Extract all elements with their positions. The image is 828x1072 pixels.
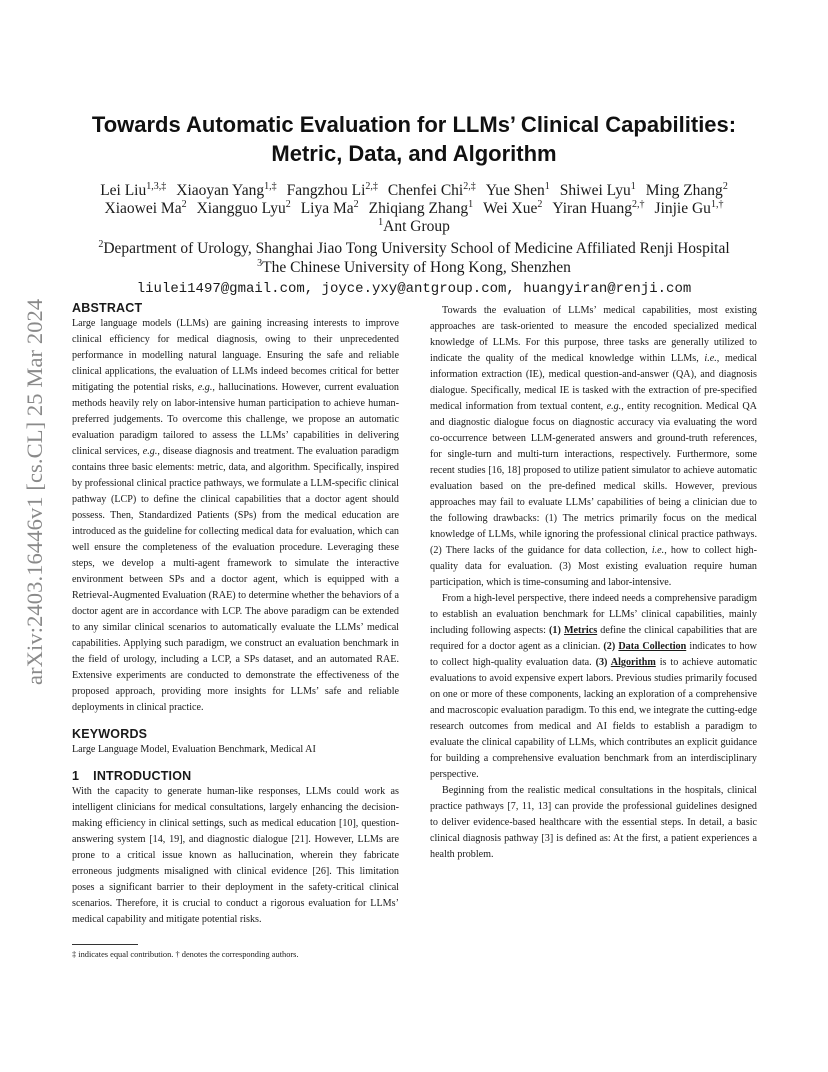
author-name: Fangzhou $Li^{2,\ddagger}$ [286, 181, 378, 199]
author-name: Yue Shen$^1$ [485, 181, 550, 199]
intro-paragraph-4: Beginning from the realistic medical consultations in the hospitals, clinical practice pathways [7, 11, 13] can provide the professional guidelines designed to deliver evidence-based healthcare with the essential steps. In detail, a basic clinical diagnosis pathway [3] is defined as: At the first, a patient experiences a health problem. [430, 785, 757, 860]
arxiv-id-text: arXiv:2403.16446v1 [cs.CL] 25 Mar 2024 [22, 298, 47, 685]
intro-paragraph-2: Towards the evaluation of LLMs’ medical capabilities, most existing approaches are task-oriented to measure the encoded specialized medical knowledge of LLMs. For this purpose, three tasks are generally utilized to indicate the quality of the medical knowledge within LLMs, i.e., medical information extraction (IE), medical question-and-answer (QA), and diagnosis dialogue. Specifically, medical IE is tasked with the extraction of pre-specified medical information from textual content, e.g., entity recognition. Medical QA and diagnostic dialogue focus on diagnostic accuracy via evaluating the word co-occurrence between LLM-generated answers and ground-truth references, for single-turn and multi-turn interactions, respectively. Furthermore, some recent studies [16, 18] proposed to utilize patient simulator to achieve automatic evaluation based on the pre-defined medical skills. However, previous approaches may fail to evaluate LLMs’ capabilities of being a clinician due to the following drawbacks: (1) The metrics primarily focus on the medical knowledge of LLMs, while ignoring the professional clinical practice pathways. (2) There lacks of the guidance for data collection, i.e., how to collect high-quality data for evaluation. (3) Most existing evaluation require human participation, which is time-consuming and labor-intensive. [430, 305, 758, 588]
author-list-row-2 [60, 200, 768, 218]
author-name: Lei Liu$^{1,3,\ddagger}$ [100, 181, 167, 199]
author-name: Xiangguo Lyu$^2$ [196, 199, 291, 217]
footnote-divider [72, 944, 138, 945]
author-name: Chenfei Chi$^{2,\ddagger}$ [387, 181, 476, 199]
data-collection-term: Data Collection [618, 641, 687, 652]
paper-title-line-1: Towards Automatic Evaluation for LLMs’ Clinical Capabilities: [91, 112, 737, 137]
author-name: Xiaoyan Yang$^{1,\ddagger}$ [176, 181, 277, 199]
affiliation-1: $^1$Ant Group [378, 217, 450, 235]
arxiv-identifier [10, 285, 50, 685]
affiliation-2: $^2$Department of Urology, Shanghai Jiao Tong University School of Medicine Affiliated Renji Hospital [98, 239, 730, 257]
intro-paragraph-1: With the capacity to generate human-like responses, LLMs could work as intelligent clinicians for medical consultations, largely enhancing the decision-making efficiency in clinical settings, such as medical education [10], question-answering system [14, 19], and diagnostic dialogue [21]. However, LLMs are prone to a critical issue known as hallucination, wherein they fabricate erroneous judgments misaligned with clinical evidence [26]. This limitation poses a significant barrier to their deployment in the safety-critical clinical scenarios. Therefore, it is crucial to conduct a rigorous evaluation for LLMs’ medical capability and mitigate potential risks. [72, 786, 399, 925]
author-emails: liulei1497@gmail.com, joyce.yxy@antgroup.com, huangyiran@renji.com [136, 281, 692, 297]
keywords-heading: KEYWORDS [72, 727, 148, 741]
left-column [72, 300, 399, 928]
author-name: Ming Zhang$^2$ [645, 181, 728, 199]
abstract-heading: ABSTRACT [72, 301, 143, 315]
algorithm-term: Algorithm [610, 657, 656, 668]
author-name: Xiaowei Ma$^2$ [104, 199, 187, 217]
author-name: Liya Ma$^2$ [300, 199, 359, 217]
title-block [60, 110, 768, 299]
author-name: Zhiqiang Zhang$^1$ [368, 199, 474, 217]
author-list-row-1 [60, 182, 768, 200]
right-column [430, 303, 757, 863]
author-name: Jinjie $Gu^{1,\dagger}$ [654, 199, 724, 217]
metrics-term: Metrics [563, 625, 598, 636]
affiliation-3: $^3$The Chinese University of Hong Kong, Shenzhen [257, 258, 571, 276]
abstract-text: Large language models (LLMs) are gaining increasing interests to improve clinical efficiency for medical diagnosis, owing to their unprecedented performance in modelling natural language. Ensuring the safe and reliable clinical applications, the evaluation of LLMs indeed becomes critical for better mitigating the potential risks, e.g., hallucinations. However, current evaluation methods heavily rely on labor-intensive human participation to achieve human-preferred judgements. To overcome this challenge, we propose an automatic evaluation paradigm tailored to assess the LLMs’ capabilities in delivering clinical services, e.g., disease diagnosis and treatment. The evaluation paradigm contains three basic elements: metric, data, and algorithm. Specifically, inspired by professional clinical practice pathways, we formulate a LLM-specific clinical pathway (LCP) to define the clinical capabilities that a doctor agent should possess. Then, Standardized Patients (SPs) from the medical education are introduced as the guideline for collecting medical data for evaluation, which can well ensure the completeness of the evaluation procedure. Leveraging these steps, we develop a multi-agent framework to simulate the interactive environment between SPs and a doctor agent, which is equipped with a Retrieval-Augmented Evaluation (RAE) to determine whether the behaviors of a doctor agent are in accordance with LCP. The above paradigm can be extended to any similar clinical scenarios to automatically evaluate the LLMs’ medical capabilities. Applying such paradigm, we construct an evaluation benchmark in the field of urology, including a LCP, a SPs dataset, and an automated RAE. Extensive experiments are conducted to demonstrate the effectiveness of the proposed approach, providing more insights for LLMs’ safe and reliable deployments in clinical practice. [72, 318, 399, 713]
author-name: Shiwei Lyu$^1$ [559, 181, 636, 199]
footnote: ‡ indicates equal contribution. † denotes the corresponding authors. [72, 950, 299, 959]
keywords-text: Large Language Model, Evaluation Benchmark, Medical AI [72, 744, 316, 755]
author-name: Yiran Huang$^{2,\dagger}$ [552, 199, 645, 217]
intro-paragraph-3: From a high-level perspective, there indeed needs a comprehensive paradigm to establish an evaluation benchmark for LLMs’ clinical capabilities, mainly including following aspects: (1) Metrics define the clinical capabilities that are required for a doctor agent as a clinician. (2) Data Collection indicates to how to collect high-quality evaluation data. (3) Algorithm is to achieve automatic evaluations to avoid expensive expert labors. Previous studies primarily focused on one or more of these components, lacking an exploration of a comprehensive and macroscopic evaluation paradigm. To this end, we integrate the cutting-edge research outcomes from medical and AI fields to establish a paradigm to evaluate the clinical capability of LLMs, which contributes an explicit guidance for building a comprehensive evaluation benchmark from an interdisciplinary perspective. [430, 593, 758, 780]
introduction-heading: 1 INTRODUCTION [72, 769, 192, 783]
author-name: Wei Xue$^2$ [483, 199, 543, 217]
paper-title-line-2: Metric, Data, and Algorithm [271, 141, 557, 166]
